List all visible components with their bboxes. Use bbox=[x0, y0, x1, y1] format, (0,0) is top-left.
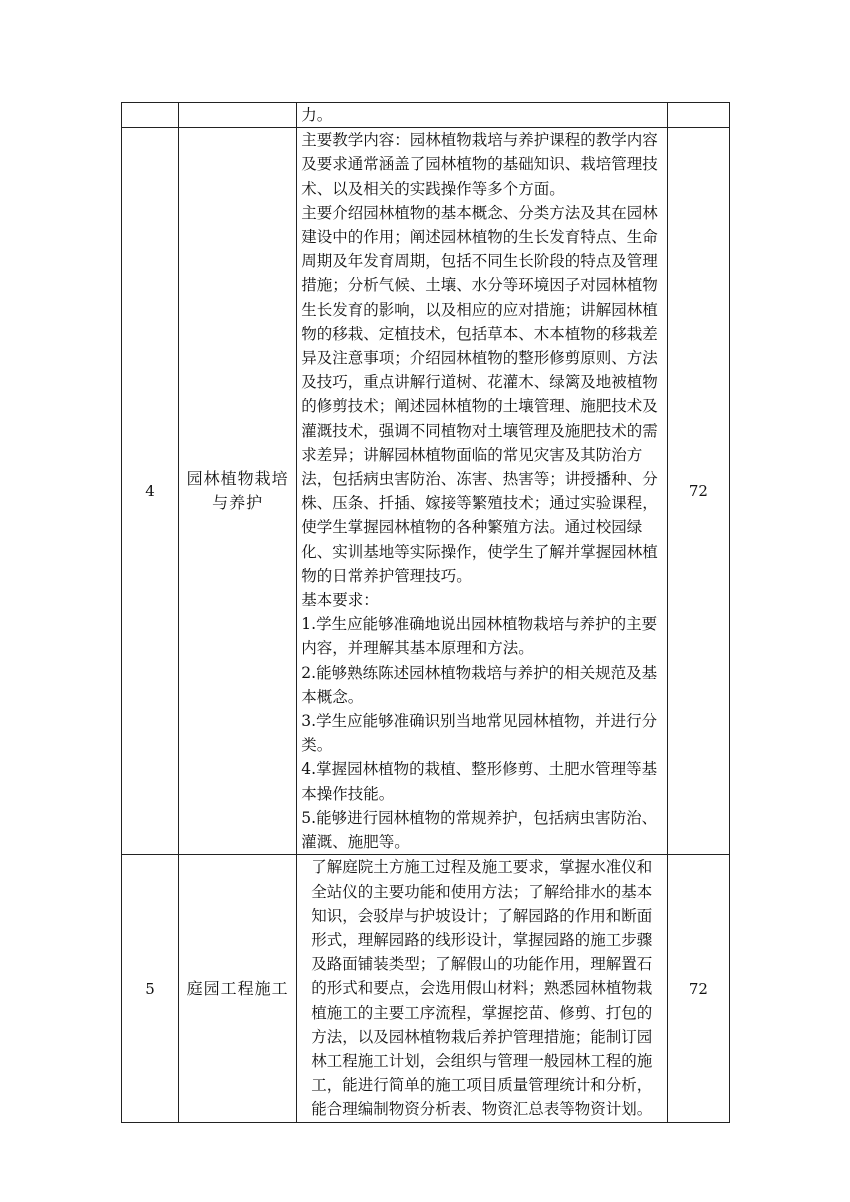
content-paragraph: 4.掌握园林植物的栽植、整形修剪、土肥水管理等基本操作技能。 bbox=[301, 760, 658, 803]
table-row bbox=[122, 855, 730, 1123]
content-paragraph: 3.学生应能够准确识别当地常见园林植物，并进行分类。 bbox=[301, 712, 658, 755]
content-paragraph: 1.学生应能够准确地说出园林植物栽培与养护的主要内容，并理解其基本原理和方法。 bbox=[301, 615, 658, 658]
content-paragraph: 主要介绍园林植物的基本概念、分类方法及其在园林建设中的作用；阐述园林植物的生长发育特点、生命周期及年发育周期，包括不同生长阶段的特点及管理措施；分析气候、土壤、水分等环境因子对园林植物生长发育的影响，以及相应的应对措施；讲解园林植物的移栽、定植技术，包括草本、木本植物的移栽差异及注意事项；介绍园林植物的整形修剪原则、方法及技巧，重点讲解行道树、花灌木、绿篱及地被植物的修剪技术；阐述园林植物的土壤管理、施肥技术及灌溉技术，强调不同植物对土壤管理及施肥技术的需求差异；讲解园林植物面临的常见灾害及其防治方法，包括病虫害防治、冻害、热害等；讲授播种、分株、压条、扦插、嫁接等繁殖技术；通过实验课程，使学生掌握园林植物的各种繁殖方法。通过校园绿化、实训基地等实际操作，使学生了解并掌握园林植物的日常养护管理技巧。 bbox=[301, 203, 658, 585]
cell-course-name bbox=[179, 855, 297, 1123]
cell-course-name bbox=[179, 103, 297, 128]
cell-hours: 72 bbox=[667, 855, 729, 1123]
cell-number bbox=[122, 103, 179, 128]
cell-number: 4 bbox=[122, 128, 179, 855]
content-paragraph: 基本要求： bbox=[301, 591, 379, 610]
content-paragraph: 了解庭院土方施工过程及施工要求，掌握水准仪和全站仪的主要功能和使用方法；了解给排水的基本知识，会驳岸与护坡设计；了解园路的作用和断面形式，理解园路的线形设计，掌握园路的施工步骤及路面铺装类型；了解假山的功能作用，理解置石的形式和要点，会选用假山材料；熟悉园林植物栽植施工的主要工序流程，掌握挖苗、修剪、打包的方法，以及园林植物栽后养护管理措施；能制订园林工程施工计划，会组织与管理一般园林工程的施工，能进行简单的施工项目质量管理统计和分析，能合理编制物资分析表、物资汇总表等物资计划。 bbox=[311, 858, 653, 1119]
cell-content bbox=[297, 103, 668, 128]
content-paragraph: 主要教学内容：园林植物栽培与养护课程的教学内容及要求通常涵盖了园林植物的基础知识、栽培管理技术、以及相关的实践操作等多个方面。 bbox=[301, 131, 658, 198]
course-name-line: 与养护 bbox=[212, 493, 264, 513]
course-name-line: 园林植物栽培 bbox=[186, 469, 289, 489]
content-paragraph: 2.能够熟练陈述园林植物栽培与养护的相关规范及基本概念。 bbox=[301, 663, 658, 706]
table-row-continuation bbox=[122, 103, 730, 128]
course-table bbox=[121, 102, 730, 1123]
cell-number: 5 bbox=[122, 855, 179, 1123]
cell-content bbox=[297, 128, 668, 855]
cell-hours: 72 bbox=[667, 128, 729, 855]
course-name-line: 庭园工程施工 bbox=[186, 978, 289, 998]
table-row bbox=[122, 128, 730, 855]
content-paragraph: 5.能够进行园林植物的常规养护，包括病虫害防治、灌溉、施肥等。 bbox=[301, 808, 658, 852]
content-paragraph: 力。 bbox=[301, 106, 333, 124]
cell-content bbox=[297, 855, 668, 1123]
cell-hours bbox=[667, 103, 729, 128]
cell-course-name bbox=[179, 128, 297, 855]
